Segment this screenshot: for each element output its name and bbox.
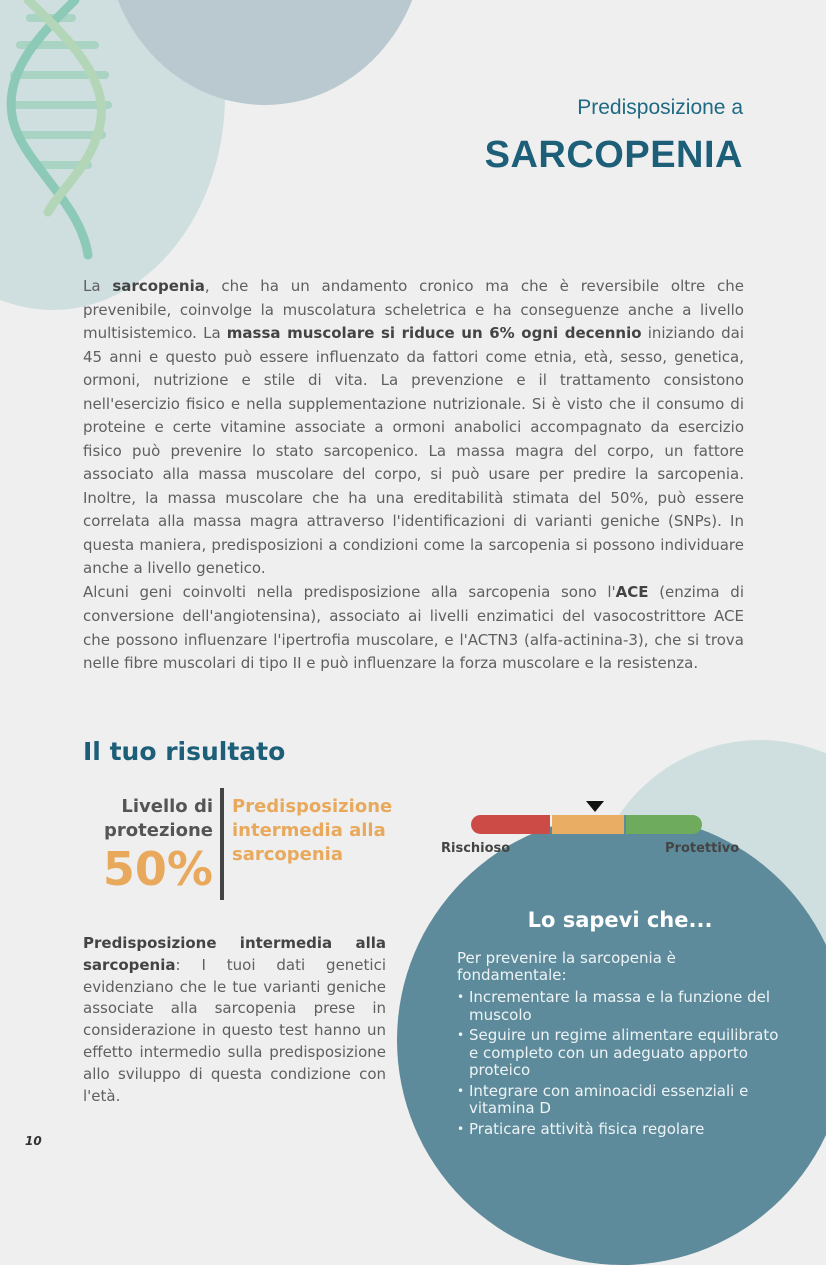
result-description: Predisposizione intermedia alla sarcopenia: I tuoi dati genetici evidenziano che le tue varianti geniche associate alla sarcopenia prese in considerazione in questo test hanno un effetto intermedio sulla predisposizione allo sviluppo di questa condizione con l'età. xyxy=(83,934,386,1105)
divider xyxy=(220,788,224,900)
list-item: • Incrementare la massa e la funzione del muscolo xyxy=(457,989,787,1024)
list-item: • Seguire un regime alimentare equilibrato e completo con un adeguato apporto proteico xyxy=(457,1027,787,1080)
intro-paragraph: La sarcopenia, che ha un andamento cronico ma che è reversibile oltre che prevenibile, coinvolge la muscolatura scheletrica e ha conseguenze anche a livello multisistemico. La massa muscolare si riduce un 6% ogni decennio iniziando dai 45 anni e questo può essere influenzato da fattori come etnia, età, sesso, genetica, ormoni, nutrizione e stile di vita. La prevenzione e il trattamento consistono nell'esercizio fisico e nella supplementazione nutrizionale. Si è visto che il consumo di proteine e certe vitamine associate a ormoni anabolici accompagnato da esercizio fisico può prevenire lo stato sarcopenico. La massa magra del corpo, un fattore associato alla massa muscolare del corpo, si può usare per predire la sarcopenia. Inoltre, la massa muscolare che ha una ereditabilità stimata del 50%, può essere correlata alla massa magra attraverso l'identificazioni di varianti geniche (SNPs). In questa maniera, predisposizioni a condizioni come la sarcopenia si possono individuare anche a livello genetico. xyxy=(83,277,744,577)
page-number: 10 xyxy=(25,1134,42,1148)
gauge-label-protective: Protettivo xyxy=(665,841,740,856)
page-subtitle: Predisposizione a xyxy=(577,96,743,119)
genes-paragraph: Alcuni geni coinvolti nella predisposizione alla sarcopenia sono l'ACE (enzima di conversione dell'angiotensina), associato ai livelli enzimatici del vasocostrittore ACE che possono influenzare l'ipertrofia muscolare, e l'ACTN3 (alfa-actinina-3), che si trova nelle fibre muscolari di tipo II e può influenzare la forza muscolare e la resistenza. xyxy=(83,583,744,673)
page-title: SARCOPENIA xyxy=(484,134,743,176)
gauge-segment-intermediate xyxy=(552,815,624,834)
gauge-segment-protective xyxy=(626,815,702,834)
protection-level-label: Livello di protezione xyxy=(104,796,213,841)
info-title: Lo sapevi che... xyxy=(527,908,713,932)
info-intro: Per prevenire la sarcopenia è fondamentale: xyxy=(457,949,676,984)
list-item: • Integrare con aminoacidi essenziali e vitamina D xyxy=(457,1083,787,1118)
gauge-label-risky: Rischioso xyxy=(441,841,511,856)
dna-helix-icon xyxy=(0,0,140,270)
protection-level-value: 50% xyxy=(102,842,213,896)
list-item: • Praticare attività fisica regolare xyxy=(457,1121,787,1139)
predisposition-label: Predisposizione intermedia alla sarcopenia xyxy=(232,796,393,865)
info-list xyxy=(457,989,787,1141)
gauge-marker-icon xyxy=(586,801,604,812)
gauge-segment-risky xyxy=(471,815,550,834)
result-heading: Il tuo risultato xyxy=(83,737,286,766)
risk-gauge xyxy=(471,815,702,834)
